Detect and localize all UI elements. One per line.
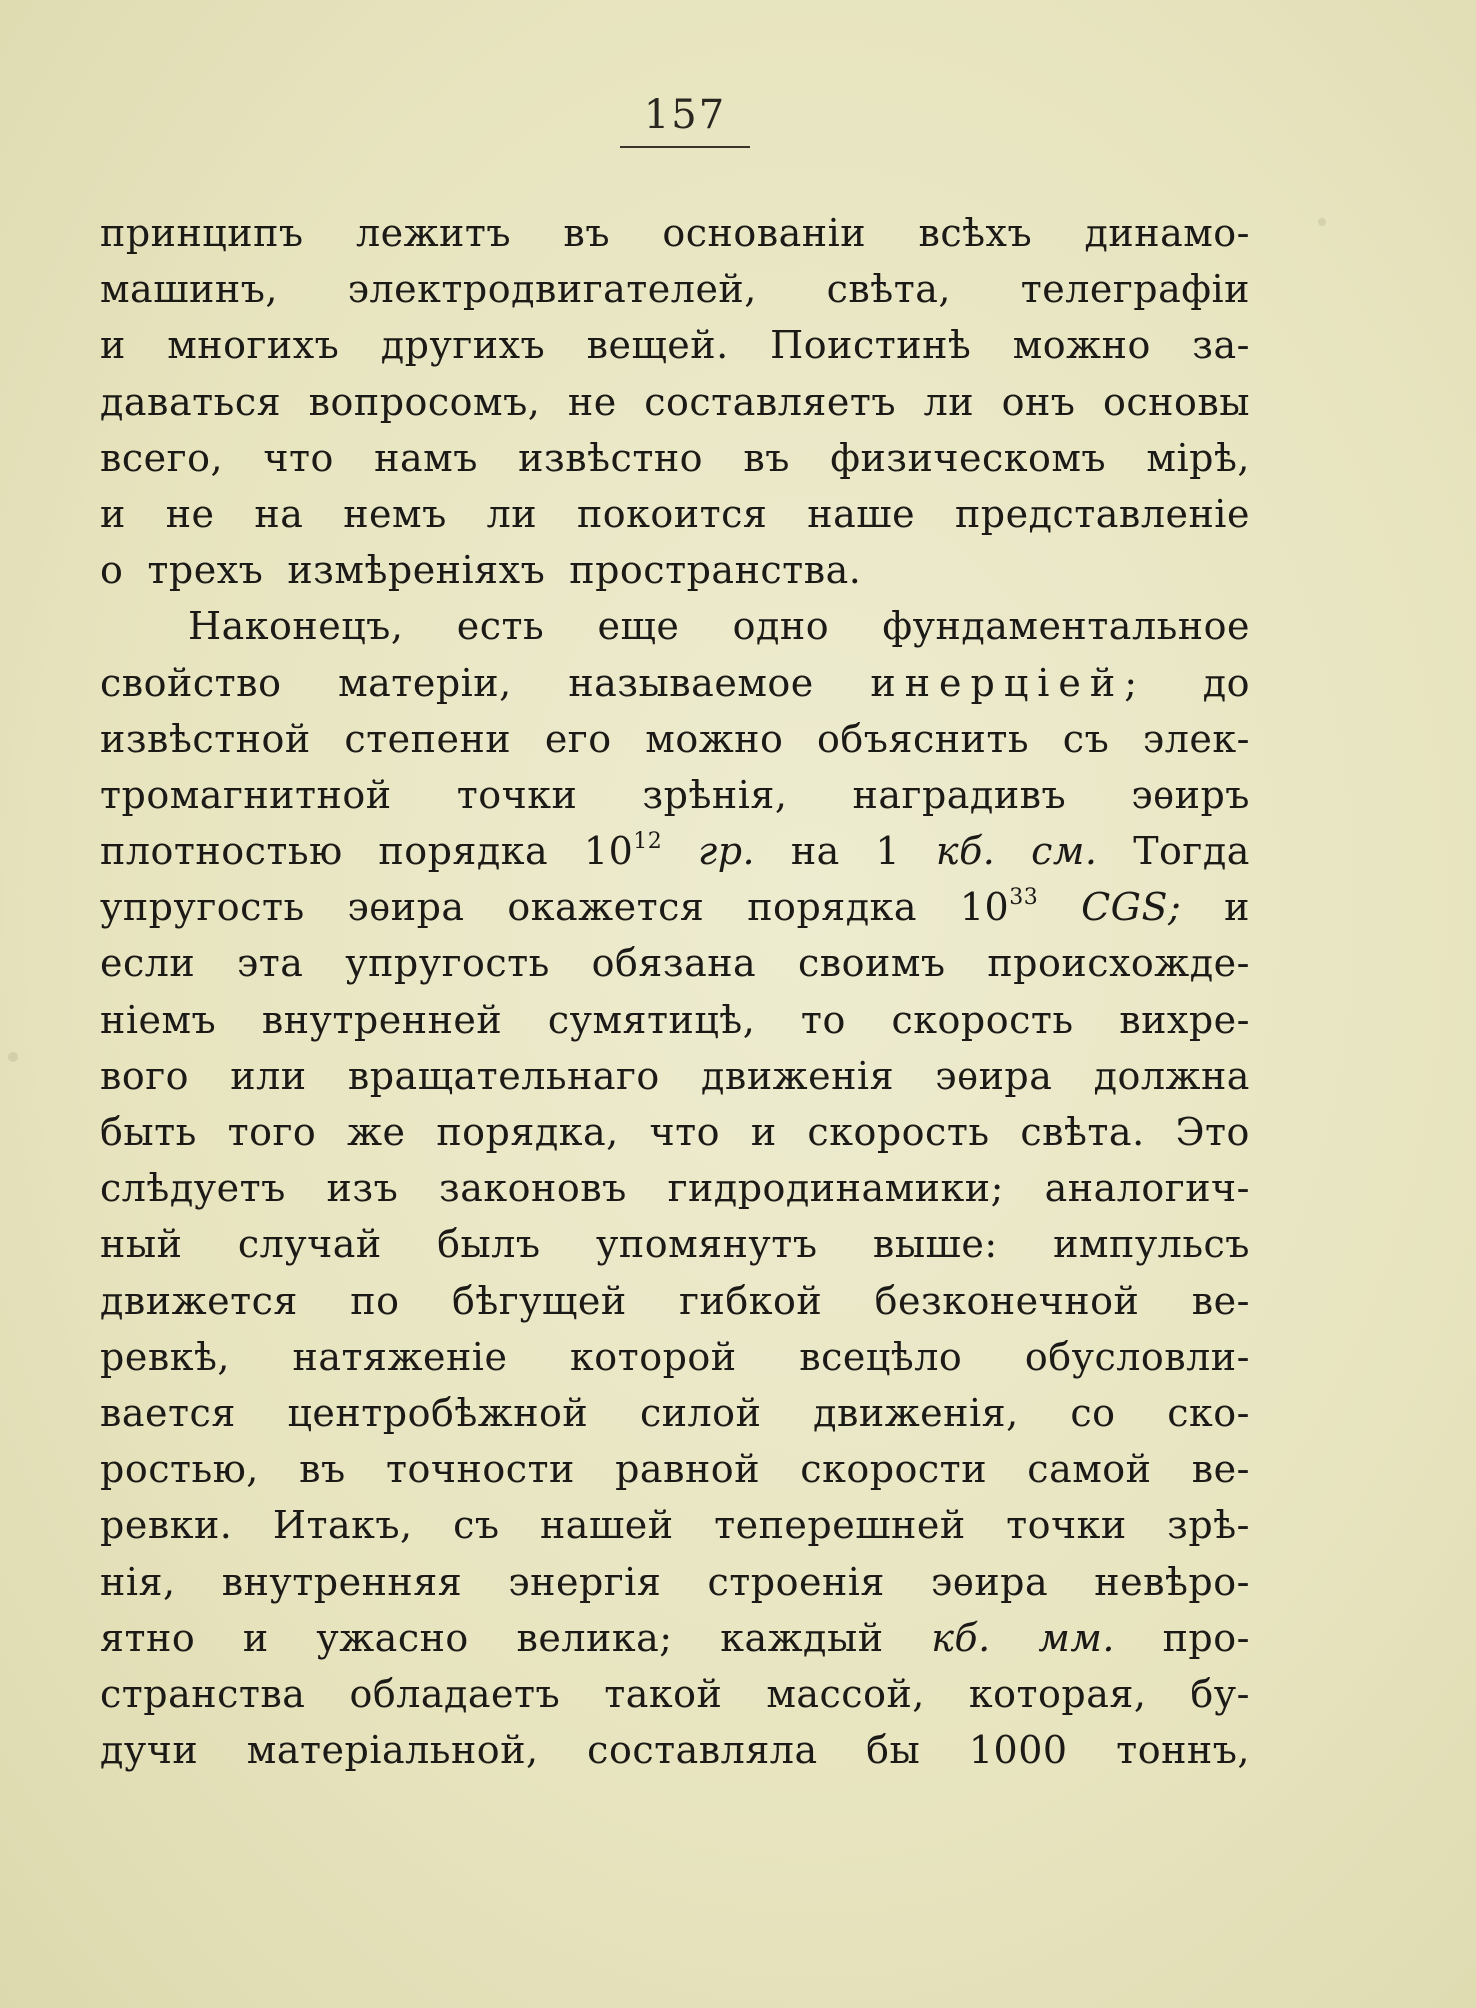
word: наше xyxy=(807,491,916,536)
word: можно xyxy=(1012,323,1151,368)
word: называемое xyxy=(568,660,814,705)
word: безконечной xyxy=(874,1278,1140,1323)
word: въ xyxy=(299,1447,346,1492)
word: динамо- xyxy=(1084,211,1250,255)
text-line xyxy=(100,1216,1250,1272)
word: странства xyxy=(100,1671,306,1716)
word: что xyxy=(263,435,334,480)
word: невѣро- xyxy=(1094,1559,1250,1604)
word: строенiя xyxy=(707,1559,885,1604)
word: эѳиръ xyxy=(1131,772,1250,817)
word: нiя, xyxy=(100,1559,176,1604)
word: телеграфiи xyxy=(1020,267,1250,312)
word: бы xyxy=(866,1728,921,1773)
word: равной xyxy=(615,1447,761,1492)
word: импульсъ xyxy=(1053,1222,1250,1267)
word: CGS; xyxy=(1081,885,1182,930)
word: и xyxy=(1224,885,1250,930)
word: вается xyxy=(100,1390,236,1435)
word: кб. xyxy=(935,829,996,874)
word: нiемъ xyxy=(100,997,217,1042)
word: въ xyxy=(563,211,610,255)
word: гр. xyxy=(697,829,756,874)
word: упругость xyxy=(345,941,550,986)
word: многихъ xyxy=(167,323,340,368)
word: натяженiе xyxy=(292,1334,508,1379)
word: скорости xyxy=(800,1447,988,1492)
word: онъ xyxy=(1001,379,1076,424)
text-line xyxy=(100,992,1250,1048)
word: представленiе xyxy=(954,491,1250,536)
word: упомянутъ xyxy=(596,1222,818,1267)
word: вого xyxy=(100,1053,190,1098)
page-number: 157 xyxy=(643,92,727,138)
word: еще xyxy=(597,604,680,649)
paper-speck xyxy=(8,1052,18,1062)
word: свѣта. xyxy=(1020,1110,1145,1154)
word: элек- xyxy=(1142,716,1250,761)
word: извѣстной xyxy=(100,716,311,761)
word: одно xyxy=(732,604,830,649)
word: былъ xyxy=(437,1222,541,1267)
word: Наконецъ, xyxy=(188,604,404,649)
word: порядка, xyxy=(436,1110,619,1154)
word: ятно xyxy=(100,1615,196,1660)
text-line xyxy=(100,655,1250,711)
word: всѣхъ xyxy=(918,211,1033,255)
word: энергiя xyxy=(508,1559,662,1604)
word: точки xyxy=(456,772,578,817)
word: 1000 xyxy=(968,1728,1068,1773)
word: если xyxy=(100,941,196,986)
word: вихре- xyxy=(1119,997,1250,1042)
word: можно xyxy=(645,716,784,761)
word: до xyxy=(1202,660,1250,705)
word: ско- xyxy=(1167,1390,1250,1435)
word: сумятицѣ, xyxy=(547,997,756,1042)
word: о xyxy=(100,548,124,593)
text-line xyxy=(100,1385,1250,1441)
word: мiрѣ, xyxy=(1146,435,1250,480)
word: порядка xyxy=(747,885,918,930)
word: ли xyxy=(486,491,538,536)
word: составляла xyxy=(587,1728,818,1773)
word: плотностью xyxy=(100,829,343,874)
word: Это xyxy=(1175,1110,1250,1154)
word: аналогич- xyxy=(1044,1166,1250,1211)
word: порядка xyxy=(378,829,549,874)
word: же xyxy=(347,1110,406,1154)
text-line xyxy=(100,823,1250,879)
text-line xyxy=(100,430,1250,486)
word: основы xyxy=(1102,379,1250,424)
word: даваться xyxy=(100,379,282,424)
word: на xyxy=(254,491,304,536)
word: скорость xyxy=(891,997,1074,1042)
word: изъ xyxy=(326,1166,399,1211)
word: наградивъ xyxy=(852,772,1067,817)
text-line xyxy=(100,1048,1250,1104)
word: движенiя xyxy=(701,1053,895,1098)
word: гибкой xyxy=(679,1278,823,1323)
word: извѣстно xyxy=(518,435,704,480)
word: которая, xyxy=(968,1671,1147,1716)
text-line xyxy=(100,261,1250,317)
word: ный xyxy=(100,1222,183,1267)
word: и xyxy=(750,1110,777,1154)
text-line xyxy=(100,374,1250,430)
word: трехъ xyxy=(147,548,264,593)
word: не xyxy=(567,379,617,424)
word: принципъ xyxy=(100,211,304,255)
word: за- xyxy=(1192,323,1250,368)
text-line xyxy=(100,1610,1250,1666)
word: измѣренiяхъ xyxy=(287,548,546,593)
word: тоннъ, xyxy=(1116,1728,1250,1773)
word: своимъ xyxy=(797,941,946,986)
word: быть xyxy=(100,1110,197,1154)
text-line xyxy=(100,1666,1250,1722)
word: внутренняя xyxy=(221,1559,463,1604)
word: или xyxy=(230,1053,307,1098)
text-line xyxy=(100,1329,1250,1385)
word: пространства. xyxy=(569,548,862,593)
word: см. xyxy=(1031,829,1098,874)
word: Тогда xyxy=(1133,829,1250,874)
word: слѣдуетъ xyxy=(100,1166,286,1211)
word: всецѣло xyxy=(799,1334,963,1379)
text-line xyxy=(100,486,1250,542)
word: и xyxy=(242,1615,269,1660)
word: массой, xyxy=(766,1671,925,1716)
word: тромагнитной xyxy=(100,772,392,817)
word: что xyxy=(649,1110,721,1154)
body-text xyxy=(100,205,1250,1778)
word: то xyxy=(800,997,846,1042)
text-line xyxy=(100,542,1250,598)
text-line xyxy=(100,1160,1250,1216)
word: и xyxy=(100,491,126,536)
word: ростью, xyxy=(100,1447,259,1492)
word: ве- xyxy=(1191,1447,1250,1492)
word: физическомъ xyxy=(830,435,1107,480)
text-line xyxy=(100,1722,1250,1778)
word: составляетъ xyxy=(644,379,897,424)
word: машинъ, xyxy=(100,267,278,312)
text-line xyxy=(100,598,1250,654)
word: дучи xyxy=(100,1728,199,1773)
word: выше: xyxy=(872,1222,998,1267)
word: бѣгущей xyxy=(451,1278,627,1323)
word: законовъ xyxy=(439,1166,627,1211)
word: свойство xyxy=(100,660,282,705)
word: ли xyxy=(923,379,975,424)
word: Поистинѣ xyxy=(770,323,972,368)
word: каждый xyxy=(720,1615,884,1660)
word: внутренней xyxy=(261,997,503,1042)
word: всего, xyxy=(100,435,224,480)
word: основанiи xyxy=(662,211,867,255)
text-line xyxy=(100,935,1250,991)
text-line xyxy=(100,1497,1250,1553)
word: свѣта, xyxy=(826,267,951,312)
word: вещей. xyxy=(586,323,729,368)
word: скорость xyxy=(807,1110,990,1154)
word: теперешней xyxy=(714,1503,966,1548)
word: бу- xyxy=(1190,1671,1250,1716)
word: ревкѣ, xyxy=(100,1334,230,1379)
word: его xyxy=(544,716,612,761)
word: есть xyxy=(456,604,545,649)
word: обусловли- xyxy=(1024,1334,1250,1379)
word: фундаментальное xyxy=(882,604,1250,649)
word: вращательнаго xyxy=(347,1053,660,1098)
word: инерцiей; xyxy=(870,660,1147,705)
word: которой xyxy=(570,1334,737,1379)
word: упругость xyxy=(100,885,305,930)
word: на xyxy=(790,829,840,874)
word: нашей xyxy=(539,1503,674,1548)
word: силой xyxy=(639,1390,762,1435)
word: точки xyxy=(1006,1503,1127,1548)
word: эѳира xyxy=(347,885,465,930)
text-line xyxy=(100,1273,1250,1329)
word: эта xyxy=(237,941,304,986)
word: кб. xyxy=(931,1615,991,1660)
text-line xyxy=(100,1441,1250,1497)
word: съ xyxy=(453,1503,500,1548)
word: 1 xyxy=(875,829,901,874)
word: $10^{33}$ xyxy=(959,885,1039,930)
word: матерiи, xyxy=(338,660,512,705)
word: эѳира xyxy=(931,1559,1049,1604)
word: и xyxy=(100,323,126,368)
text-line xyxy=(100,205,1250,261)
word: обязана xyxy=(591,941,757,986)
word: такой xyxy=(604,1671,723,1716)
word: ужасно xyxy=(316,1615,469,1660)
word: немъ xyxy=(343,491,447,536)
word: покоится xyxy=(576,491,768,536)
word: про- xyxy=(1162,1615,1250,1660)
word: по xyxy=(350,1278,400,1323)
text-line xyxy=(100,1104,1250,1160)
word: не xyxy=(165,491,215,536)
text-line xyxy=(100,767,1250,823)
word: обладаетъ xyxy=(349,1671,561,1716)
word: объяснить xyxy=(817,716,1030,761)
text-line xyxy=(100,1554,1250,1610)
word: происхожде- xyxy=(987,941,1250,986)
word: окажется xyxy=(507,885,705,930)
word: $10^{12}$ xyxy=(583,829,663,874)
word: зрѣ- xyxy=(1167,1503,1250,1548)
word: гидродинамики; xyxy=(667,1166,1004,1211)
word: мм. xyxy=(1038,1615,1115,1660)
word: электродвигателей, xyxy=(347,267,757,312)
word: самой xyxy=(1027,1447,1152,1492)
word: намъ xyxy=(374,435,478,480)
text-line xyxy=(100,711,1250,767)
word: со xyxy=(1070,1390,1116,1435)
word: ве- xyxy=(1191,1278,1250,1323)
text-line xyxy=(100,879,1250,935)
word: случай xyxy=(237,1222,382,1267)
word: точности xyxy=(385,1447,575,1492)
word: должна xyxy=(1093,1053,1250,1098)
page-number-rule xyxy=(620,146,750,148)
word: движенiя, xyxy=(813,1390,1019,1435)
word: лежитъ xyxy=(355,211,512,255)
word: матерiальной, xyxy=(246,1728,539,1773)
paper-speck xyxy=(1318,218,1326,226)
word: эѳира xyxy=(935,1053,1053,1098)
word: Итакъ, xyxy=(272,1503,413,1548)
word: зрѣнiя, xyxy=(642,772,788,817)
word: вопросомъ, xyxy=(308,379,541,424)
word: велика; xyxy=(516,1615,673,1660)
word: ревки. xyxy=(100,1503,233,1548)
word: въ xyxy=(743,435,790,480)
text-line xyxy=(100,317,1250,373)
word: степени xyxy=(344,716,512,761)
word: движется xyxy=(100,1278,298,1323)
word: центробѣжной xyxy=(287,1390,589,1435)
word: того xyxy=(227,1110,317,1154)
word: другихъ xyxy=(380,323,546,368)
word: съ xyxy=(1062,716,1110,761)
